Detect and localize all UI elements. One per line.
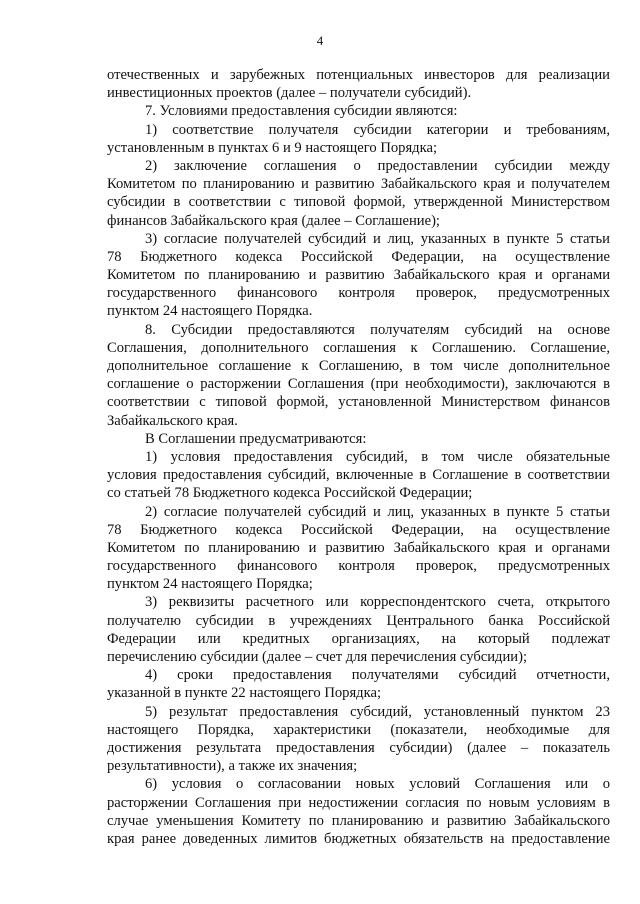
text-line: пунктом 24 настоящего Порядка; — [107, 576, 313, 593]
text-line: субсидии в соответствии с типовой формой, утвержденной Министерством — [107, 194, 610, 211]
text-line: перечислению субсидии (далее – счет для перечисления субсидии); — [107, 649, 527, 665]
text-line: условия предоставления субсидий, включенные в Соглашение в соответствии — [107, 467, 610, 484]
text-line: 8. Субсидии предоставляются получателям субсидий на основе — [145, 321, 610, 338]
text-line: со статьей 78 Бюджетного кодекса Российской Федерации; — [107, 485, 473, 502]
text-line: Забайкальского края. — [107, 412, 238, 429]
text-line: 1) условия предоставления субсидий, в том числе обязательные — [145, 448, 610, 465]
text-line: достижения результата предоставления субсидии) (далее – показатель — [107, 739, 610, 756]
text-line: Комитетом по планированию и развитию Забайкальского края и получателем — [107, 176, 610, 193]
text-line: 1) соответствие получателя субсидии категории и требованиям, — [145, 121, 610, 138]
text-line: установленным в пунктах 6 и 9 настоящего Порядка; — [107, 139, 437, 156]
text-line: расторжении Соглашения при недостижении согласия по новым условиям в — [107, 794, 610, 811]
document-body — [107, 66, 610, 848]
text-line: 2) согласие получателей субсидий и лиц, указанных в пункте 5 статьи — [145, 503, 610, 520]
text-line: Комитетом по планированию и развитию Забайкальского края и органами — [107, 267, 610, 284]
text-line: края ранее доведенных лимитов бюджетных обязательств на предоставление — [107, 830, 610, 847]
text-line: настоящего Порядка, характеристики (показатели, необходимые для — [107, 721, 610, 738]
text-line: 78 Бюджетного кодекса Российской Федерации, на осуществление — [107, 248, 610, 265]
text-line: финансов Забайкальского края (далее – Соглашение); — [107, 212, 440, 229]
text-line: получателю субсидии в учреждениях Центрального банка Российской — [107, 612, 610, 629]
text-line: результативности), а также их значения; — [107, 758, 358, 775]
text-line: государственного финансового контроля проверок, предусмотренных — [107, 558, 610, 575]
text-line: В Соглашении предусматриваются: — [145, 430, 367, 447]
text-line: 5) результат предоставления субсидий, установленный пунктом 23 — [145, 703, 610, 720]
page-number: 4 — [316, 33, 324, 48]
text-line: соглашение о расторжении Соглашения (при необходимости), заключаются в — [107, 376, 610, 393]
text-line: указанной в пункте 22 настоящего Порядка; — [107, 685, 381, 702]
text-line: отечественных и зарубежных потенциальных инвесторов для реализации — [107, 67, 610, 83]
text-line: 78 Бюджетного кодекса Российской Федерации, на осуществление — [107, 521, 610, 538]
text-line: Федерации или кредитных организациях, на который подлежат — [107, 630, 610, 647]
text-line: 2) заключение соглашения о предоставлении субсидии между — [145, 157, 610, 174]
text-line: 4) сроки предоставления получателями субсидий отчетности, — [145, 667, 610, 684]
text-line: Соглашения, дополнительного соглашения к Соглашению. Соглашение, — [107, 339, 610, 356]
text-line: Комитетом по планированию и развитию Забайкальского края и органами — [107, 539, 610, 556]
text-line: пунктом 24 настоящего Порядка. — [107, 303, 313, 320]
text-line: соответствии с типовой формой, установленной Министерством финансов — [107, 394, 610, 411]
text-line: государственного финансового контроля проверок, предусмотренных — [107, 285, 610, 302]
text-line: случае уменьшения Комитету по планированию и развитию Забайкальского — [107, 812, 610, 829]
text-line: 7. Условиями предоставления субсидии являются: — [145, 103, 458, 120]
text-line: дополнительное соглашение к Соглашению, в том числе дополнительное — [107, 358, 610, 374]
text-line: 3) реквизиты расчетного или корреспондентского счета, открытого — [145, 594, 610, 611]
text-line: инвестиционных проектов (далее – получатели субсидий). — [107, 85, 472, 102]
text-line: 6) условия о согласовании новых условий Соглашения или о — [145, 776, 610, 793]
text-line: 3) согласие получателей субсидий и лиц, указанных в пункте 5 статьи — [145, 230, 610, 247]
